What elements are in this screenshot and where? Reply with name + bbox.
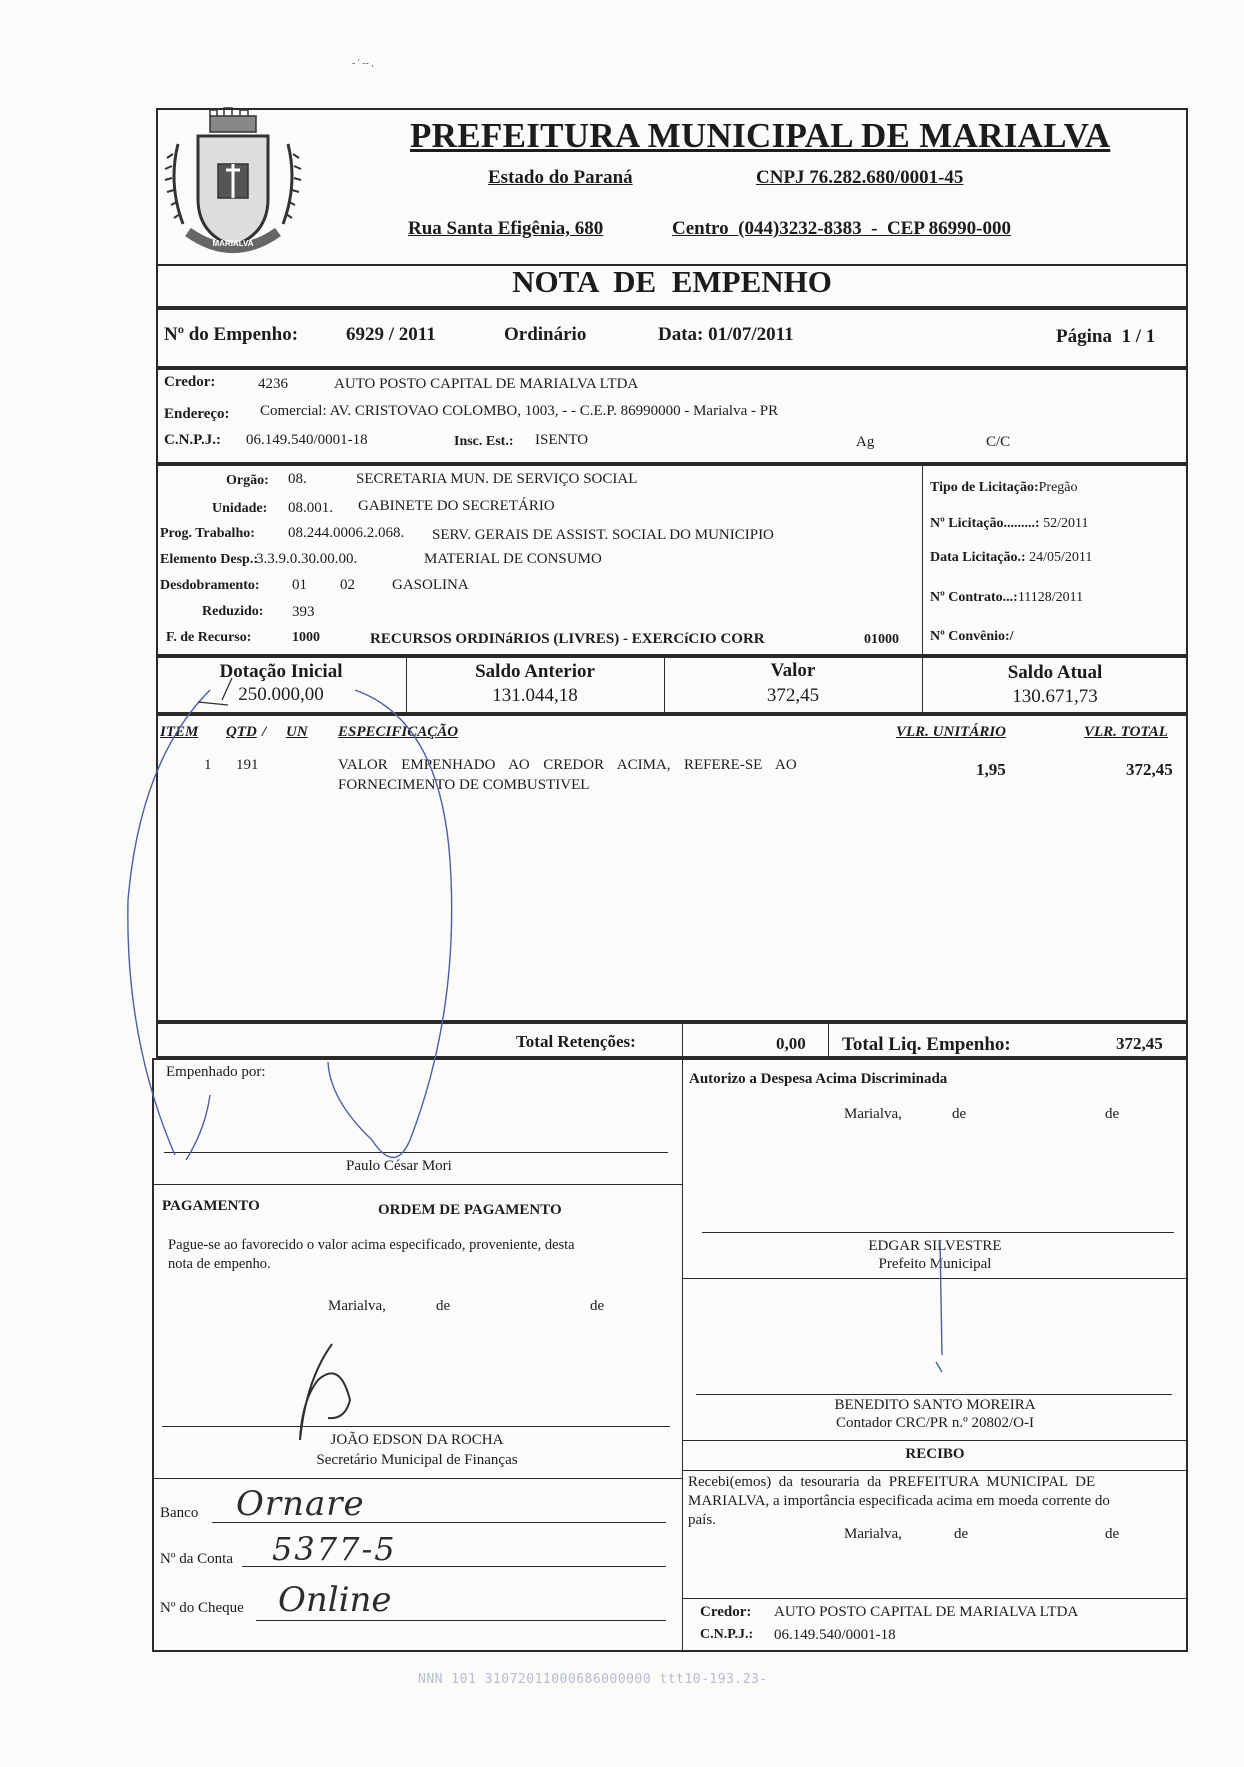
liq-empenho-value: 372,45 bbox=[1116, 1034, 1163, 1053]
conta-handwritten: 5377-5 bbox=[272, 1530, 397, 1568]
contador-bottom bbox=[682, 1440, 1188, 1441]
contrato-label: Nº Contrato...: bbox=[930, 590, 1018, 605]
elemento-name: MATERIAL DE CONSUMO bbox=[424, 551, 602, 567]
col-item: ITEM bbox=[160, 724, 199, 740]
empenhado-name: Paulo César Mori bbox=[346, 1158, 452, 1174]
orgao-code: 08. bbox=[288, 471, 307, 487]
saldo-atual-label: Saldo Atual bbox=[1007, 662, 1103, 683]
licitacao-num-label: Nº Licitação.........: bbox=[930, 516, 1040, 531]
reduzido-value: 393 bbox=[292, 604, 315, 620]
desdobramento-code1: 01 bbox=[292, 577, 307, 593]
recibo-title: RECIBO bbox=[905, 1446, 965, 1462]
autorizo-de1: de bbox=[952, 1106, 967, 1122]
fonte-name: RECURSOS ORDINáRIOS (LIVRES) - EXERCíCIO CORR bbox=[370, 631, 765, 647]
desdobramento-code2: 02 bbox=[340, 577, 355, 593]
cc-label: C/C bbox=[986, 434, 1011, 450]
unidade-name: GABINETE DO SECRETÁRIO bbox=[358, 498, 555, 514]
cheque-handwritten: Online bbox=[278, 1580, 392, 1620]
recibo-credor-value: AUTO POSTO CAPITAL DE MARIALVA LTDA bbox=[774, 1604, 1079, 1620]
saldo-anterior-value: 131.044,18 bbox=[492, 685, 578, 706]
pagamento-text2: nota de empenho. bbox=[168, 1256, 271, 1272]
municipal-crest bbox=[158, 104, 308, 264]
orgao-name: SECRETARIA MUN. DE SERVIÇO SOCIAL bbox=[356, 471, 638, 487]
licitacao-data-value: 24/05/2011 bbox=[1029, 550, 1093, 565]
footer-stamp: NNN 101 31072011000686000000 ttt10-193.23- bbox=[418, 1672, 768, 1687]
orgao-label: Orgão: bbox=[226, 473, 269, 488]
liq-empenho-label: Total Liq. Empenho: bbox=[842, 1034, 1011, 1055]
recibo-credor-label: Credor: bbox=[700, 1604, 752, 1620]
licitacao-tipo-value: Pregão bbox=[1038, 480, 1078, 495]
state-name: Estado do Paraná bbox=[488, 167, 633, 188]
recibo-title-line bbox=[682, 1470, 1188, 1471]
credor-label: Credor: bbox=[164, 374, 216, 390]
insc-value: ISENTO bbox=[535, 432, 589, 448]
address-rest: Centro (044)3232-8383 - CEP 86990-000 bbox=[672, 218, 1011, 239]
valor-value: 372,45 bbox=[766, 685, 820, 706]
item-vlr-unitario: 1,95 bbox=[976, 760, 1006, 779]
recibo-cnpj-value: 06.149.540/0001-18 bbox=[774, 1627, 896, 1643]
banco-label: Banco bbox=[160, 1505, 199, 1521]
pagamento-de1: de bbox=[436, 1298, 451, 1314]
pagamento-de2: de bbox=[590, 1298, 605, 1314]
cnpj-label: C.N.P.J.: bbox=[164, 432, 221, 448]
endereco-label: Endereço: bbox=[164, 406, 230, 422]
convenio-label: Nº Convênio:/ bbox=[930, 629, 1014, 644]
recibo-de2: de bbox=[1105, 1526, 1120, 1542]
licitacao-numero bbox=[930, 516, 1088, 532]
recibo-de1: de bbox=[954, 1526, 969, 1542]
totais-divider-1 bbox=[682, 1022, 683, 1058]
crest-banner-text: MARIALVA bbox=[212, 239, 254, 248]
retencoes-value: 0,00 bbox=[776, 1034, 806, 1053]
saldo-anterior-label: Saldo Anterior bbox=[475, 661, 595, 682]
col-vlr-total: VLR. TOTAL bbox=[1084, 724, 1168, 740]
col-qtd: QTD bbox=[226, 724, 257, 740]
col-sep: / bbox=[262, 724, 267, 740]
insc-label: Insc. Est.: bbox=[454, 434, 514, 449]
licitacao-data-label: Data Licitação.: bbox=[930, 550, 1026, 565]
totais-divider-2 bbox=[828, 1022, 829, 1058]
item-desc-line1: VALOR EMPENHADO AO CREDOR ACIMA, REFERE-SE AO bbox=[338, 757, 797, 773]
valor-label: Valor bbox=[770, 660, 816, 681]
unidade-label: Unidade: bbox=[212, 501, 268, 516]
recibo-cnpj-label: C.N.P.J.: bbox=[700, 1627, 754, 1642]
credor-code: 4236 bbox=[258, 376, 288, 392]
ordem-pagamento-title: ORDEM DE PAGAMENTO bbox=[378, 1202, 562, 1218]
contrato-value: 11128/2011 bbox=[1017, 590, 1084, 605]
prog-label: Prog. Trabalho: bbox=[160, 526, 255, 541]
fonte-number: 01000 bbox=[864, 632, 899, 647]
cheque-line bbox=[256, 1620, 666, 1621]
empenho-number-label: Nº do Empenho: bbox=[164, 324, 299, 345]
municipality-title: PREFEITURA MUNICIPAL DE MARIALVA bbox=[410, 116, 1111, 155]
page-number: Página 1 / 1 bbox=[1056, 326, 1156, 347]
empenho-date: Data: 01/07/2011 bbox=[658, 324, 794, 345]
dotacao-inicial-label: Dotação Inicial bbox=[219, 661, 343, 682]
recibo-text1: Recebi(emos) da tesouraria da PREFEITURA MUNICIPAL DE bbox=[688, 1474, 1096, 1490]
item-qtd: 191 bbox=[236, 757, 259, 773]
cnpj-value: 06.149.540/0001-18 bbox=[246, 432, 368, 448]
item-desc-line2: FORNECIMENTO DE COMBUSTIVEL bbox=[338, 777, 590, 793]
conta-label: Nº da Conta bbox=[160, 1551, 233, 1567]
item-vlr-total: 372,45 bbox=[1126, 760, 1173, 779]
contador-role: Contador CRC/PR n.º 20802/O-I bbox=[836, 1415, 1034, 1431]
unidade-code: 08.001. bbox=[288, 500, 333, 516]
col-vlr-unitario: VLR. UNITÁRIO bbox=[896, 724, 1007, 740]
recibo-text2: MARIALVA, a importância especificada acima em moeda corrente do bbox=[688, 1493, 1110, 1509]
autorizo-de2: de bbox=[1105, 1106, 1120, 1122]
licitacao-tipo-label: Tipo de Licitação: bbox=[930, 480, 1039, 495]
fonte-label: F. de Recurso: bbox=[166, 630, 252, 645]
empenhado-label: Empenhado por: bbox=[166, 1064, 266, 1080]
licitacao-data bbox=[930, 550, 1092, 566]
recibo-text3: país. bbox=[688, 1512, 716, 1528]
empenho-type: Ordinário bbox=[504, 324, 587, 345]
contador-signature-line bbox=[696, 1394, 1172, 1395]
col-un: UN bbox=[286, 724, 308, 740]
pagamento-text1: Pague-se ao favorecido o valor acima especificado, proveniente, desta bbox=[168, 1237, 575, 1253]
item-number: 1 bbox=[204, 757, 212, 773]
totais-box bbox=[156, 1022, 1188, 1058]
cheque-label: Nº do Cheque bbox=[160, 1600, 244, 1616]
reduzido-label: Reduzido: bbox=[202, 604, 264, 619]
retencoes-label: Total Retenções: bbox=[516, 1032, 636, 1051]
secretario-role: Secretário Municipal de Finanças bbox=[316, 1452, 518, 1468]
empenhado-bottom bbox=[152, 1184, 682, 1185]
pagamento-place: Marialva, bbox=[328, 1298, 386, 1314]
empenho-number: 6929 / 2011 bbox=[346, 324, 436, 345]
desdobramento-name: GASOLINA bbox=[392, 577, 469, 593]
autorizo-place: Marialva, bbox=[844, 1106, 902, 1122]
elemento-label: Elemento Desp.: bbox=[160, 552, 258, 567]
desdobramento-label: Desdobramento: bbox=[160, 578, 260, 593]
pagamento-bottom bbox=[152, 1478, 682, 1479]
saldo-atual-value: 130.671,73 bbox=[1012, 686, 1098, 707]
secretario-signature-line bbox=[162, 1426, 670, 1427]
document-title: NOTA DE EMPENHO bbox=[512, 264, 832, 299]
empenhado-signature-line bbox=[164, 1152, 668, 1153]
dotacao-inicial-value: 250.000,00 bbox=[238, 684, 324, 705]
prefeito-name: EDGAR SILVESTRE bbox=[868, 1238, 1002, 1254]
prefeito-bottom bbox=[682, 1278, 1188, 1279]
endereco-value: Comercial: AV. CRISTOVAO COLOMBO, 1003, - - C.E.P. 86990000 - Marialva - PR bbox=[260, 403, 779, 419]
prog-code: 08.244.0006.2.068. bbox=[288, 525, 405, 541]
elemento-code: 3.3.9.0.30.00.00. bbox=[256, 551, 358, 567]
col-especificacao: ESPECIFICAÇÃO bbox=[338, 724, 459, 740]
contador-name: BENEDITO SANTO MOREIRA bbox=[834, 1397, 1036, 1413]
licitacao-num-value: 52/2011 bbox=[1043, 516, 1089, 531]
scan-mark: - ' -- , bbox=[352, 58, 374, 69]
autorizo-title: Autorizo a Despesa Acima Discriminada bbox=[689, 1071, 948, 1087]
secretario-name: JOÃO EDSON DA ROCHA bbox=[330, 1432, 504, 1448]
banco-handwritten: Ornare bbox=[236, 1484, 365, 1524]
cnpj-header: CNPJ 76.282.680/0001-45 bbox=[756, 167, 964, 188]
prefeito-signature-line bbox=[702, 1232, 1174, 1233]
licitacao-divider bbox=[922, 464, 923, 656]
fonte-code: 1000 bbox=[292, 630, 320, 645]
prefeito-role: Prefeito Municipal bbox=[878, 1256, 992, 1272]
prog-name: SERV. GERAIS DE ASSIST. SOCIAL DO MUNICIPIO bbox=[432, 527, 774, 543]
ag-label: Ag bbox=[856, 434, 875, 450]
pagamento-label: PAGAMENTO bbox=[162, 1198, 260, 1214]
address-street: Rua Santa Efigênia, 680 bbox=[408, 218, 604, 239]
recibo-bottom bbox=[682, 1598, 1188, 1599]
recibo-place: Marialva, bbox=[844, 1526, 902, 1542]
licitacao-tipo bbox=[930, 480, 1078, 496]
licitacao-contrato bbox=[930, 590, 1083, 606]
signatures-divider bbox=[682, 1058, 683, 1652]
credor-name: AUTO POSTO CAPITAL DE MARIALVA LTDA bbox=[334, 376, 639, 392]
